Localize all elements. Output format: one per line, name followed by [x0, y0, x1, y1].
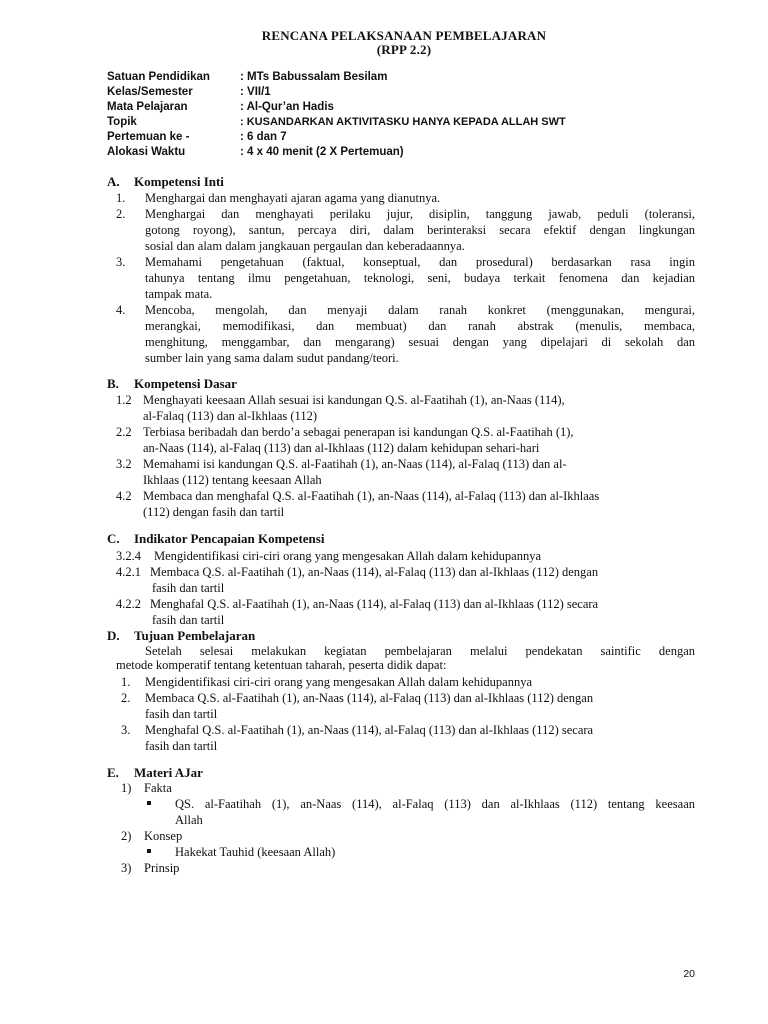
- list-item-line: sumber lain yang sama dalam sudut pandang/teori.: [145, 351, 399, 365]
- list-item-line: Hakekat Tauhid (keesaan Allah): [175, 845, 336, 859]
- identity-value: : 4 x 40 menit (2 X Pertemuan): [240, 146, 404, 158]
- list-item-label: Fakta: [144, 781, 172, 795]
- list-item-line: sosial dan alam dalam jangkauan pergaulan dan keberadaannya.: [145, 239, 465, 253]
- section-letter: D.: [107, 628, 120, 643]
- list-number: 3.2.4: [116, 549, 141, 563]
- list-item-line: Membaca dan menghafal Q.S. al-Faatihah (1), an-Naas (114), al-Falaq (113) dan al-Ikhlaas: [143, 489, 600, 503]
- list-number: 2.: [116, 207, 126, 221]
- list-item-line: Ikhlaas (112) tentang keesaan Allah: [143, 473, 322, 487]
- list-number: 3.2: [116, 457, 132, 471]
- identity-value: : KUSANDARKAN AKTIVITASKU HANYA KEPADA ALLAH SWT: [240, 116, 566, 128]
- list-item-line: fasih dan tartil: [145, 739, 218, 753]
- list-number: 3.: [121, 723, 131, 737]
- bullet-icon: [147, 849, 151, 853]
- page-number: 20: [683, 968, 695, 980]
- list-number: 1.2: [116, 393, 132, 407]
- list-number: 2.: [121, 691, 131, 705]
- list-item-line: tampak mata.: [145, 287, 213, 301]
- section-heading-c: [107, 531, 324, 547]
- identity-value: : VII/1: [240, 86, 271, 98]
- list-item-line: Membaca Q.S. al-Faatihah (1), an-Naas (114), al-Falaq (113) dan al-Ikhlaas (112) dengan: [150, 565, 599, 579]
- identity-key: Topik: [107, 116, 137, 128]
- list-number: 1.: [121, 675, 131, 689]
- list-item-line: QS. al-Faatihah (1), an-Naas (114), al-Falaq (113) dan al-Ikhlaas (112) tentang keesaan: [175, 797, 695, 811]
- list-number: 2): [121, 829, 132, 843]
- list-item-line: tahunya tentang ilmu pengetahuan, teknologi, seni, budaya terkait fenomena dan kejadian: [145, 271, 695, 285]
- list-item-label: Konsep: [144, 829, 183, 843]
- section-title: Indikator Pencapaian Kompetensi: [134, 531, 325, 546]
- list-number: 4.2: [116, 489, 132, 503]
- identity-value: : MTs Babussalam Besilam: [240, 71, 388, 83]
- section-title: Materi AJar: [134, 765, 203, 780]
- list-item-line: gotong royong), santun, percaya diri, dalam berinteraksi secara efektif dengan lingkungan: [145, 223, 695, 237]
- identity-value: : Al-Qur’an Hadis: [240, 101, 334, 113]
- list-item-line: fasih dan tartil: [145, 707, 218, 721]
- document-title: RENCANA PELAKSANAAN PEMBELAJARAN: [261, 28, 547, 43]
- list-item-line: Memahami isi kandungan Q.S. al-Faatihah (1), an-Naas (114), al-Falaq (113) dan al-: [143, 457, 567, 471]
- list-number: 1): [121, 781, 132, 795]
- section-letter: B.: [107, 376, 119, 391]
- identity-key: Alokasi Waktu: [107, 146, 186, 158]
- section-letter: C.: [107, 531, 120, 546]
- list-number: 2.2: [116, 425, 132, 439]
- list-number: 3): [121, 861, 132, 875]
- list-item-line: Memahami pengetahuan (faktual, konseptual, dan prosedural) berdasarkan rasa ingin: [145, 255, 695, 269]
- section-heading-a: [107, 174, 224, 190]
- list-item-line: an-Naas (114), al-Falaq (113) dan al-Ikhlaas (112) dalam kehidupan sehari-hari: [143, 441, 540, 455]
- list-item-line: Menghargai dan menghayati ajaran agama yang dianutnya.: [145, 191, 441, 205]
- identity-key: Pertemuan ke -: [107, 131, 190, 143]
- list-item-line: Mencoba, mengolah, dan menyaji dalam ranah konkret (menggunakan, mengurai,: [145, 303, 695, 317]
- paragraph-line: metode komperatif tentang ketentuan taharah, peserta didik dapat:: [116, 658, 447, 672]
- list-item-line: Menghafal Q.S. al-Faatihah (1), an-Naas (114), al-Falaq (113) dan al-Ikhlaas (112) secara: [150, 597, 599, 611]
- section-letter: A.: [107, 174, 120, 189]
- list-item-line: Mengidentifikasi ciri-ciri orang yang mengesakan Allah dalam kehidupannya: [145, 675, 533, 689]
- list-item-line: Terbiasa beribadah dan berdo’a sebagai penerapan isi kandungan Q.S. al-Faatihah (1),: [143, 425, 574, 439]
- identity-key: Kelas/Semester: [107, 86, 193, 98]
- list-item-line: al-Falaq (113) dan al-Ikhlaas (112): [143, 409, 318, 423]
- section-letter: E.: [107, 765, 119, 780]
- list-item-line: Menghafal Q.S. al-Faatihah (1), an-Naas (114), al-Falaq (113) dan al-Ikhlaas (112) secara: [145, 723, 594, 737]
- section-title: Tujuan Pembelajaran: [134, 628, 256, 643]
- list-item-line: merangkai, memodifikasi, dan membuat) dan ranah abstrak (menulis, membaca,: [145, 319, 695, 333]
- list-item-line: Menghargai dan menghayati perilaku jujur, disiplin, tanggung jawab, peduli (toleransi,: [145, 207, 695, 221]
- section-heading-d: [107, 628, 255, 644]
- list-item-line: Membaca Q.S. al-Faatihah (1), an-Naas (114), al-Falaq (113) dan al-Ikhlaas (112) dengan: [145, 691, 594, 705]
- list-item-label: Prinsip: [144, 861, 180, 875]
- list-item-line: Mengidentifikasi ciri-ciri orang yang mengesakan Allah dalam kehidupannya: [154, 549, 542, 563]
- section-heading-b: [107, 376, 237, 392]
- list-number: 1.: [116, 191, 126, 205]
- list-number: 4.2.2: [116, 597, 141, 611]
- identity-value: : 6 dan 7: [240, 131, 287, 143]
- list-number: 3.: [116, 255, 126, 269]
- section-heading-e: [107, 765, 203, 781]
- list-item-line: menghitung, menggambar, dan mengarang) sesuai dengan yang dipelajari di sekolah dan: [145, 335, 695, 349]
- bullet-icon: [147, 801, 151, 805]
- list-item-line: fasih dan tartil: [152, 581, 225, 595]
- section-title: Kompetensi Dasar: [134, 376, 237, 391]
- document-subtitle: (RPP 2.2): [376, 42, 432, 57]
- list-item-line: Menghayati keesaan Allah sesuai isi kandungan Q.S. al-Faatihah (1), an-Naas (114),: [143, 393, 565, 407]
- list-item-line: Allah: [175, 813, 203, 827]
- section-title: Kompetensi Inti: [134, 174, 224, 189]
- list-item-line: (112) dengan fasih dan tartil: [143, 505, 285, 519]
- identity-key: Mata Pelajaran: [107, 101, 188, 113]
- list-number: 4.2.1: [116, 565, 141, 579]
- list-item-line: fasih dan tartil: [152, 613, 225, 627]
- paragraph-line: Setelah selesai melakukan kegiatan pembelajaran melalui pendekatan saintific dengan: [145, 644, 695, 658]
- identity-key: Satuan Pendidikan: [107, 71, 210, 83]
- list-number: 4.: [116, 303, 126, 317]
